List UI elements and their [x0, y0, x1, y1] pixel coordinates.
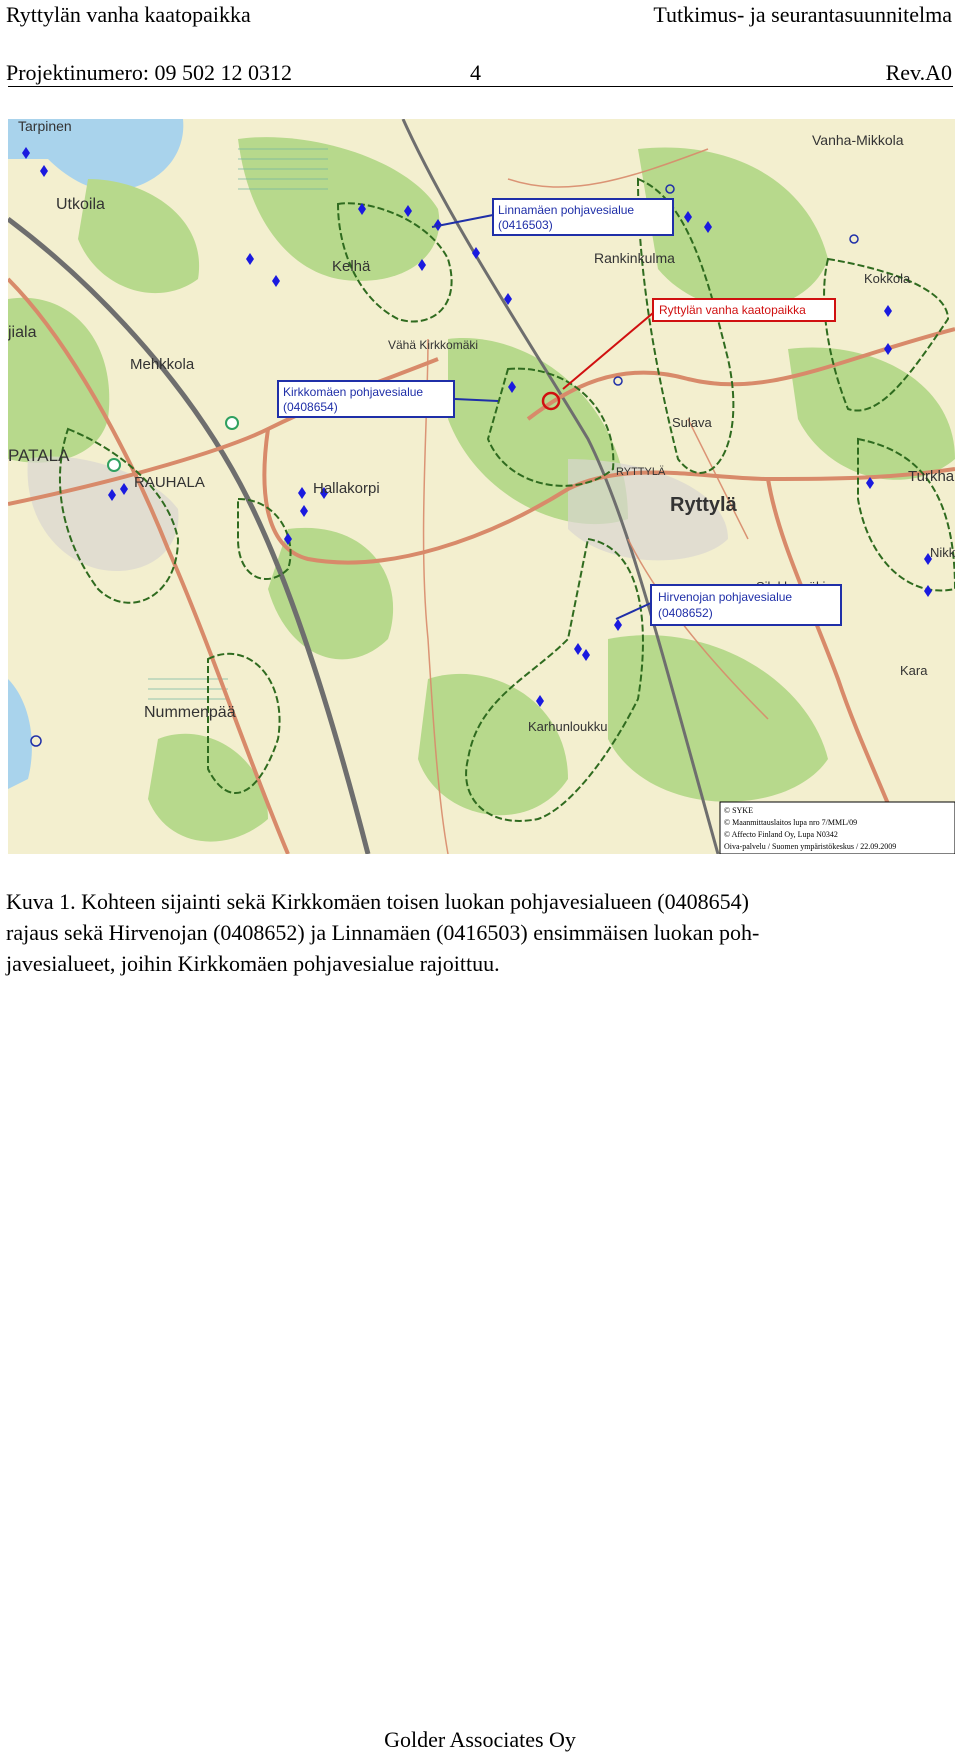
- place-sulava: Sulava: [672, 415, 712, 430]
- place-nummenpaa: Nummenpää: [144, 704, 236, 721]
- caption-line: javesialueet, joihin Kirkkomäen pohjavesialue rajoittuu.: [6, 951, 500, 976]
- callout-hirvenoja: [651, 585, 841, 625]
- place-tarpinen: Tarpinen: [18, 119, 72, 134]
- place-ryttyla: Ryttylä: [670, 494, 737, 516]
- callout-kirkkomaki: [278, 381, 454, 417]
- place-kelha: Kelhä: [332, 258, 371, 275]
- place-utkoila: Utkoila: [56, 196, 105, 213]
- place-patala: PATALA: [8, 446, 70, 465]
- place-kara: Kara: [900, 663, 928, 678]
- header-rule: [8, 86, 953, 87]
- callout-linnamaki-name: Linnamäen pohjavesialue: [498, 203, 635, 217]
- callout-site: [653, 299, 835, 321]
- place-jiala: jiala: [8, 324, 37, 341]
- callout-hirvenoja-code: (0408652): [658, 606, 713, 620]
- place-turkha: Turkha: [908, 468, 955, 485]
- callout-hirvenoja-name: Hirvenojan pohjavesialue: [658, 590, 793, 604]
- document-title: Ryttylän vanha kaatopaikka: [6, 2, 251, 27]
- place-ryttyla-small: RYTTYLÄ: [616, 466, 666, 478]
- copyright-line: © Affecto Finland Oy, Lupa N0342: [724, 830, 838, 839]
- callout-kirkkomaki-name: Kirkkomäen pohjavesialue: [283, 385, 424, 399]
- place-karhunloukku: Karhunloukku: [528, 719, 608, 734]
- callout-kirkkomaki-code: (0408654): [283, 400, 338, 414]
- place-mehkkola: Mehkkola: [130, 356, 195, 373]
- location-map: [8, 119, 955, 854]
- place-kokkola: Kokkola: [864, 271, 911, 286]
- place-vaha-kirkkomaki: Vähä Kirkkomäki: [388, 338, 479, 352]
- copyright-box: [720, 802, 955, 854]
- revision: Rev.A0: [885, 60, 952, 85]
- copyright-line: © SYKE: [724, 806, 753, 815]
- copyright-line: Oiva-palvelu / Suomen ympäristökeskus / 22.09.2009: [724, 842, 897, 851]
- callout-site-name: Ryttylän vanha kaatopaikka: [659, 303, 806, 317]
- footer-company: Golder Associates Oy: [384, 1727, 576, 1752]
- place-vanha-mikkola: Vanha-Mikkola: [812, 132, 904, 148]
- copyright-line: © Maanmittauslaitos lupa nro 7/MML/09: [724, 818, 858, 827]
- place-hallakorpi: Hallakorpi: [313, 480, 380, 497]
- caption-line: rajaus sekä Hirvenojan (0408652) ja Linnamäen (0416503) ensimmäisen luokan poh-: [6, 920, 760, 945]
- figure-caption: [6, 886, 954, 979]
- place-rauhala: RAUHALA: [134, 474, 205, 491]
- callout-linnamaki-code: (0416503): [498, 218, 553, 232]
- place-nikk: Nikk: [930, 545, 955, 560]
- document-type: Tutkimus- ja seurantasuunnitelma: [653, 2, 952, 27]
- caption-line: Kuva 1. Kohteen sijainti sekä Kirkkomäen toisen luokan pohjavesialueen (0408654): [6, 889, 749, 914]
- project-number: Projektinumero: 09 502 12 0312: [6, 60, 292, 85]
- callout-linnamaki: [493, 199, 673, 235]
- page-number: 4: [470, 60, 481, 85]
- place-rankinkulma: Rankinkulma: [594, 250, 675, 266]
